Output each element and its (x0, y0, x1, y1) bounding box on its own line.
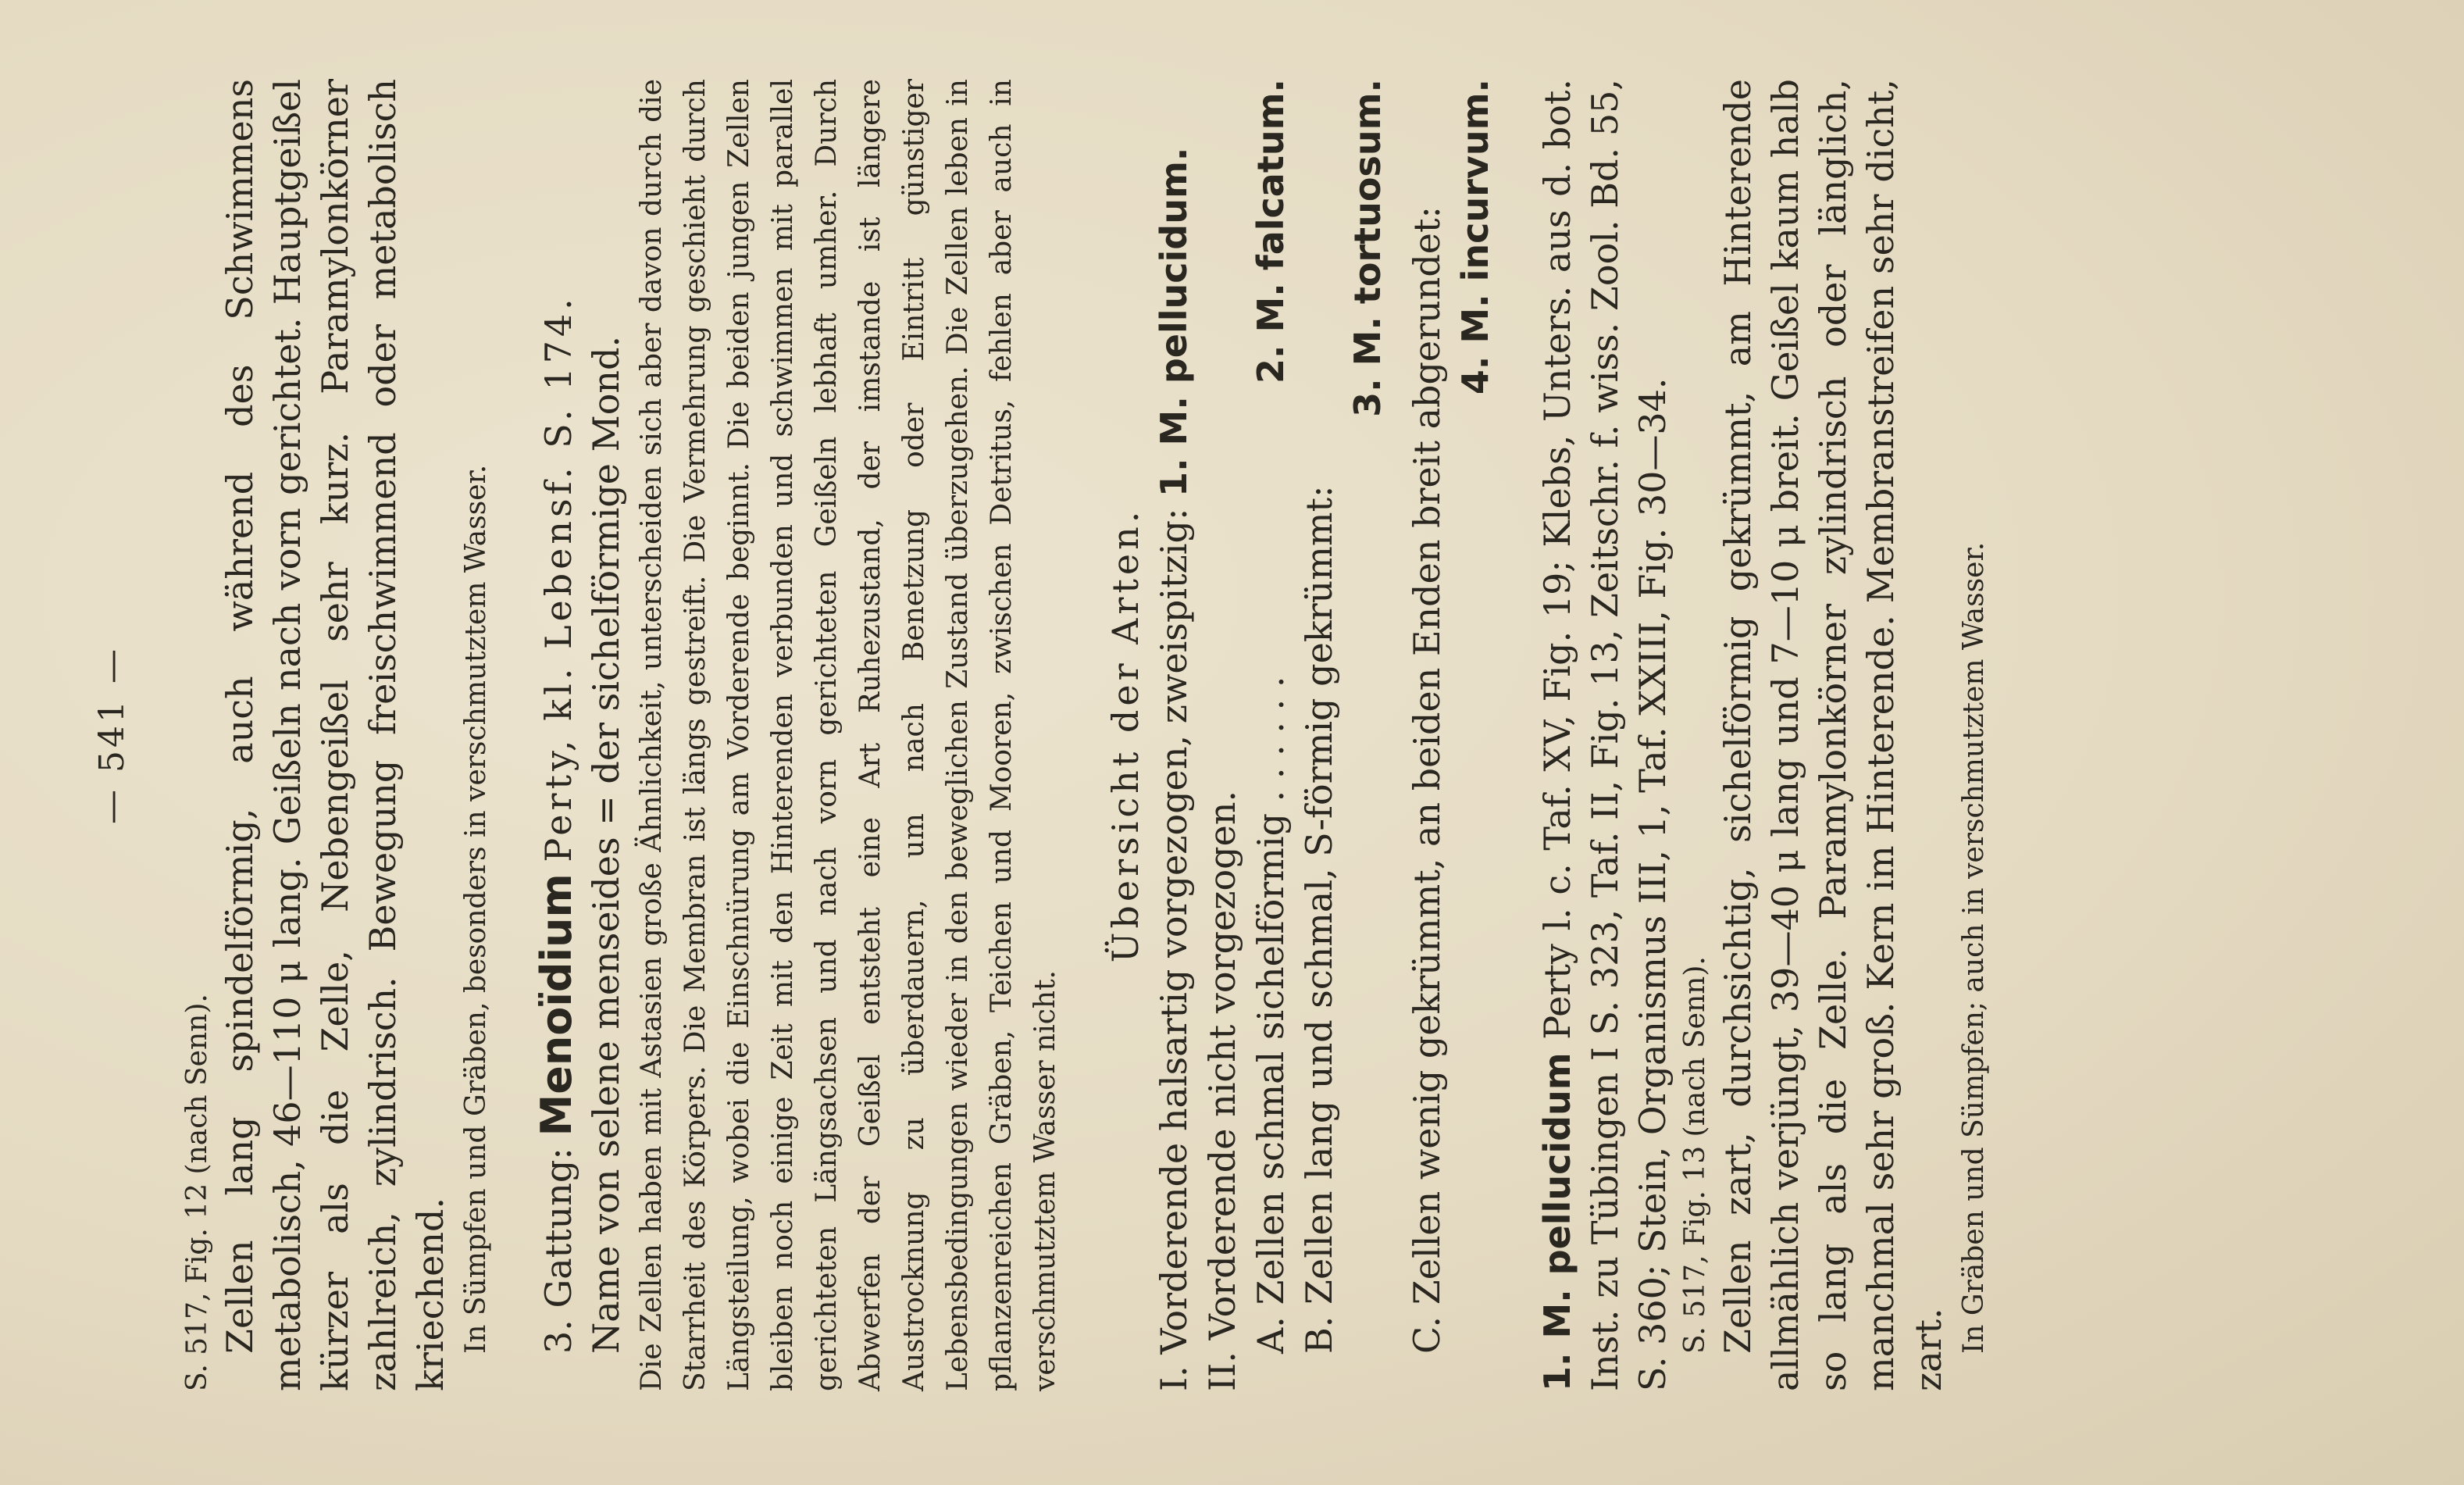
key-line-4: B. Zellen lang und schmal, S-förmig gekrümmt: (1297, 484, 1340, 1354)
intro-habitat: In Sümpfen und Gräben, besonders in verschmutztem Wasser. (459, 464, 492, 1354)
species-key (1150, 79, 1499, 1391)
key-result-4: 4. M. incurvum. (1453, 78, 1496, 394)
genus-author: Perty, kl. Lebensf. S. 174. (537, 294, 579, 862)
key-line-2: II. Vorderende nicht vorgezogen. (1200, 790, 1243, 1391)
genus-etymology: Name von selene menseides = der sichelförmige Mond. (584, 335, 627, 1354)
genus-prefix: 3. Gattung: (537, 1147, 579, 1354)
key-line-4-result (1343, 79, 1392, 1391)
page-number: — 541 — (91, 645, 132, 824)
key-line-3: A. Zellen schmal sichelförmig . . . . . . 2. M. falcatum. (1246, 79, 1295, 1391)
intro-description: Zellen lang spindelförmig, auch während des Schwimmens metabolisch, 46—110 μ lang. Geißeln nach vorn gerichtet. Hauptgeißel kürzer als die Zelle, Nebengeißel sehr kurz. Paramylonkörner zahlreich, zylindrisch. Bewegung freischwimmend oder metabolisch kriechend. (218, 78, 451, 1391)
species-habitat: In Gräben und Sümpfen; auch in verschmutztem Wasser. (1957, 541, 1990, 1354)
species-figure-reference: S. 517, Fig. 13 (nach Senn). (1678, 955, 1711, 1354)
species-description: Zellen zart, durchsichtig, sichelförmig gekrümmt, am Hinterende allmählich verjüngt, 39—40 μ lang und 7—10 μ breit. Geißel kaum halb so lang als die Zelle. Paramylonkörner zylindrisch oder länglich, manchmal sehr groß. Kern im Hinterende. Membranstreifen sehr dicht, zart. (1716, 78, 1949, 1391)
key-result-3: 3. M. tortuosum. (1346, 78, 1389, 417)
genus-heading (533, 79, 583, 1391)
species-heading (1534, 79, 1677, 1391)
key-line-1: I. Vorderende halsartig vorgezogen, zweispitzig: 1. M. pellucidum. (1152, 147, 1195, 1391)
key-result-1: 1. M. pellucidum. (1152, 147, 1195, 497)
genus-name: Menoïdium (531, 873, 581, 1137)
rotated-book-page (61, 32, 2404, 1454)
genus-description: Die Zellen haben mit Astasien große Ähnlichkeit, unterscheiden sich aber davon durch die Starrheit des Körpers. Die Membran ist längs gestreift. Die Vermehrung geschieht durch Längsteilung, wobei die Einschnürung am Vorderende beginnt. Die beiden jungen Zellen bleiben noch einige Zeit mit den Hinterenden verbunden und schwimmen mit parallel gerichteten Längsachsen und nach vorn gerichteten Geißeln lebhaft umher. Durch Abwerfen der Geißel entsteht eine Art Ruhezustand, der imstande ist längere Austrocknung zu überdauern, um nach Benetzung oder Eintritt günstiger Lebensbedingungen wieder in den beweglichen Zustand überzugehen. Die Zellen leben in pflanzenreichen Gräben, Teichen und Mooren, zwischen Detritus, fehlen aber auch in verschmutztem Wasser nicht. (635, 78, 1061, 1391)
key-line-5-result (1451, 79, 1499, 1391)
key-result-2: 2. M. falcatum. (1249, 78, 1292, 384)
species-name: 1. M. pellucidum (1535, 1051, 1578, 1391)
key-heading: Übersicht der Arten. (1104, 507, 1146, 962)
species-citation: Perty l. c. Taf. XV, Fig. 19; Klebs, Unters. aus d. bot. Inst. zu Tübingen I S. 323, Taf. II, Fig. 13, Zeitschr. f. wiss. Zool. Bd. 55, S. 360; Stein, Organismus III, 1, Taf. XXIII, Fig. 30—34. (1535, 78, 1674, 1391)
key-line-5: C. Zellen wenig gekrümmt, an beiden Enden breit abgerundet: (1405, 205, 1448, 1354)
intro-figure-reference: S. 517, Fig. 12 (nach Senn). (180, 993, 213, 1391)
